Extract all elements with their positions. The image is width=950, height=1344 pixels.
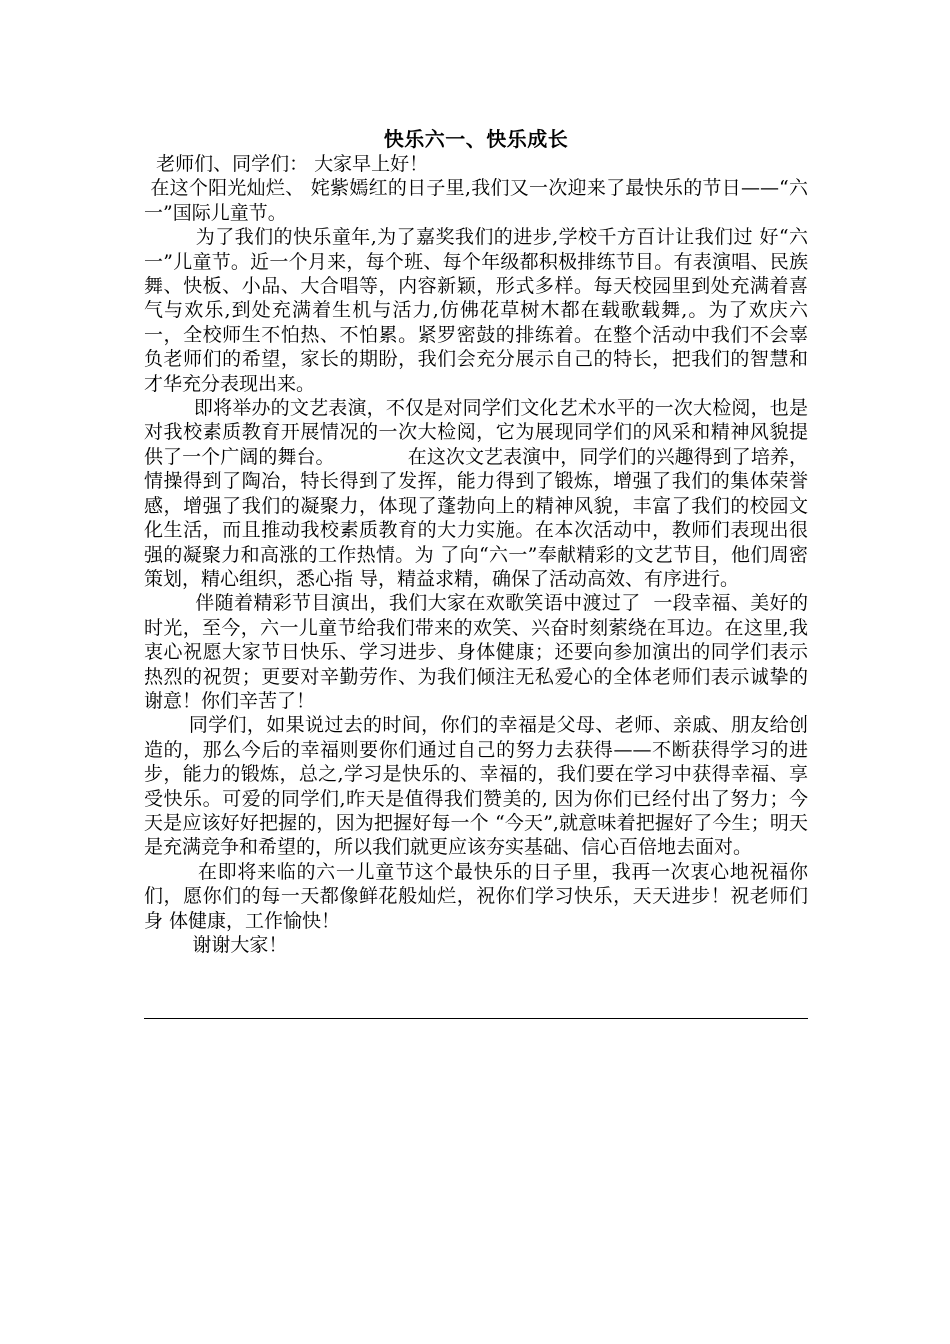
paragraph-wishes: 伴随着精彩节目演出，我们大家在欢歌笑语中渡过了 一段幸福、美好的时光，至今，六一儿童节给我们带来的欢笑、兴奋时刻萦绕在耳边。在这里,我衷心祝愿大家节日快乐、学习进步、身体健康；还要向参加演出的同学们表示热烈的祝贺；更要对辛勤劳作、为我们倾注无私爱心的全体老师们表示诚挚的谢意！你们辛苦了！ (144, 592, 808, 712)
paragraph-happiness: 同学们，如果说过去的时间，你们的幸福是父母、老师、亲戚、朋友给创造的，那么今后的幸福则要你们通过自己的努力去获得——不断获得学习的进步，能力的锻炼，总之,学习是快乐的、幸福的，我们要在学习中获得幸福、享受快乐。可爱的同学们,昨天是值得我们赞美的, 因为你们已经付出了努力；今天是应该好好把握的，因为把握好每一个 “今天”,就意味着把握好了今生；明天是充满竞争和希望的，所以我们就更应该夯实基础、信心百倍地去面对。 (144, 714, 808, 859)
document-content (144, 126, 808, 957)
paragraph-thanks: 谢谢大家！ (144, 934, 288, 956)
bottom-rule (144, 1018, 808, 1019)
paragraph-intro: 在这个阳光灿烂、 姹紫嫣红的日子里,我们又一次迎来了最快乐的节日——“六一”国际儿童节。 (144, 177, 808, 224)
document-title: 快乐六一、快乐成长 (383, 127, 569, 151)
paragraph-blessing: 在即将来临的六一儿童节这个最快乐的日子里，我再一次衷心地祝福你们，愿你们的每一天都像鲜花般灿烂，祝你们学习快乐，天天进步！祝老师们身 体健康，工作愉快！ (144, 860, 808, 932)
paragraph-preparation: 为了我们的快乐童年,为了嘉奖我们的进步,学校千方百计让我们过 好“六一”儿童节。近一个月来，每个班、每个年级都积极排练节目。有表演唱、民族舞、快板、小品、大合唱等，内容新颖，形式多样。每天校园里到处充满着喜气与欢乐,到处充满着生机与活力,仿佛花草树木都在载歌载舞,。为了欢庆六一，全校师生不怕热、不怕累。紧罗密鼓的排练着。在整个活动中我们不会辜负老师们的希望，家长的期盼，我们会充分展示自己的特长，把我们的智慧和才华充分表现出来。 (144, 226, 808, 395)
document-body (144, 152, 808, 957)
paragraph-greeting: 老师们、同学们： 大家早上好！ (144, 153, 429, 175)
paragraph-performance: 即将举办的文艺表演，不仅是对同学们文化艺术水平的一次大检阅，也是对我校素质教育开展情况的一次大检阅，它为展现同学们的风采和精神风貌提供了一个广阔的舞台。 在这次文艺表演中，同学们的兴趣得到了培养，情操得到了陶冶，特长得到了发挥，能力得到了锻炼，增强了我们的集体荣誉感，增强了我们的凝聚力，体现了蓬勃向上的精神风貌，丰富了我们的校园文化生活，而且推动我校素质教育的大力实施。在本次活动中，教师们表现出很强的凝聚力和高涨的工作热情。为 了向“六一”奉献精彩的文艺节目，他们周密策划，精心组织，悉心指 导，精益求精，确保了活动高效、有序进行。 (144, 397, 808, 590)
